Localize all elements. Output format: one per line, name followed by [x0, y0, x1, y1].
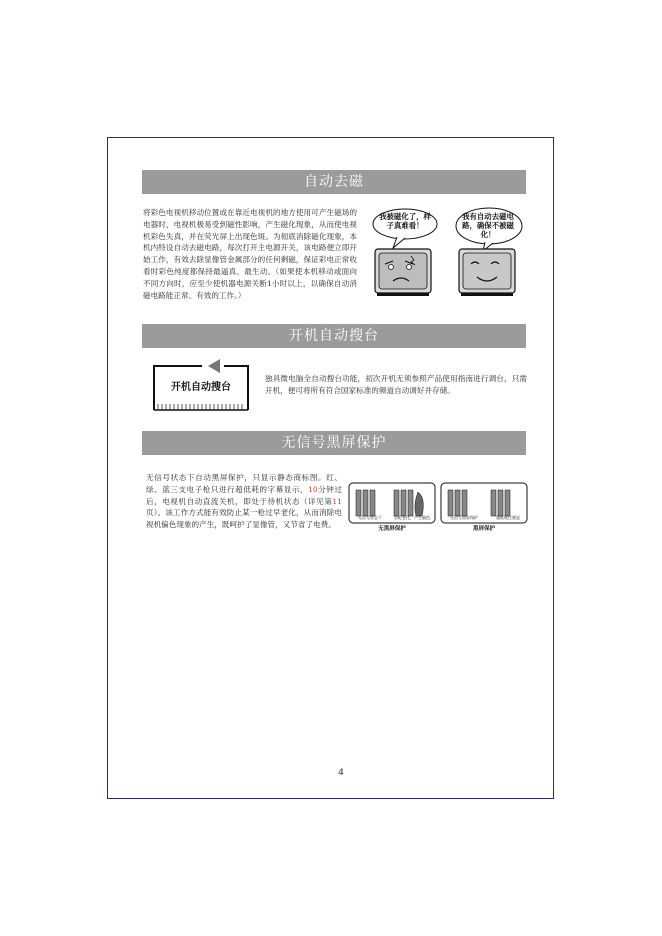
autosearch-paragraph: 独具微电脑全自动搜台功能，初次开机无须参照产品使用指南进行调台，只需开机，便可将所有符合国家标准的频道自动调好并存储。 [265, 374, 527, 395]
degauss-paragraph: 将彩色电视机移动位置或在靠近电视机的地方使用可产生磁场的电器时，电视机极易受到磁性影响，产生磁化现象，从而使电视机彩色失真，并在荧光屏上出现色斑。为彻底消除磁化现象，本机内特设自动去磁电路，每次打开主电源开关，该电路便立即开始工作，有效去除显像管金属部分的任何剩磁，保证彩电正常收看时彩色纯度都保持最逼真、最生动。（如果使本机移动或面向不同方向时，应至少使机器电源关断1小时以上，以确保自动消磁电路能正常、有效的工作。） [143, 208, 357, 300]
right-panel-label-2: 超低耗过渡显 [496, 515, 520, 520]
highlight-minutes: 10 [308, 484, 318, 494]
left-panel-label-1: 无信号状态下 [358, 515, 382, 520]
right-panel-label-1: 无信号黑屏保护 [450, 515, 478, 520]
blackscreen-paragraph: 无信号状态下自动黑屏保护，只显示静态商标图。红、绿、蓝三支电子枪只进行超低耗的字幕显示，10分钟过后，电视机自动直流关机，即处于待机状态（详见第11页）。该工作方式能有效防止某一枪过早老化，从而消除电视机偏色现象的产生，既呵护了显像管，又节省了电费。 [146, 473, 343, 530]
autosearch-box-label: 开机自动搜台 [171, 382, 231, 393]
left-panel-caption: 无黑屏保护 [378, 526, 406, 532]
bubble-left-text: 我被磁化了，样子真难看！ [379, 212, 431, 230]
section-title-autosearch: 开机自动搜台 [142, 324, 526, 348]
bubble-right-text: 我有自动去磁电路，确保不被磁化！ [462, 212, 514, 239]
section-title-blackscreen: 无信号黑屏保护 [142, 431, 526, 455]
highlight-page-ref: 11 [332, 496, 342, 506]
page-number: 4 [338, 768, 344, 778]
left-panel-label-2: 盲枪老化，产生偏色 [394, 515, 430, 520]
section-title-degauss: 自动去磁 [142, 170, 526, 194]
right-panel-caption: 黑屏保护 [472, 526, 495, 532]
